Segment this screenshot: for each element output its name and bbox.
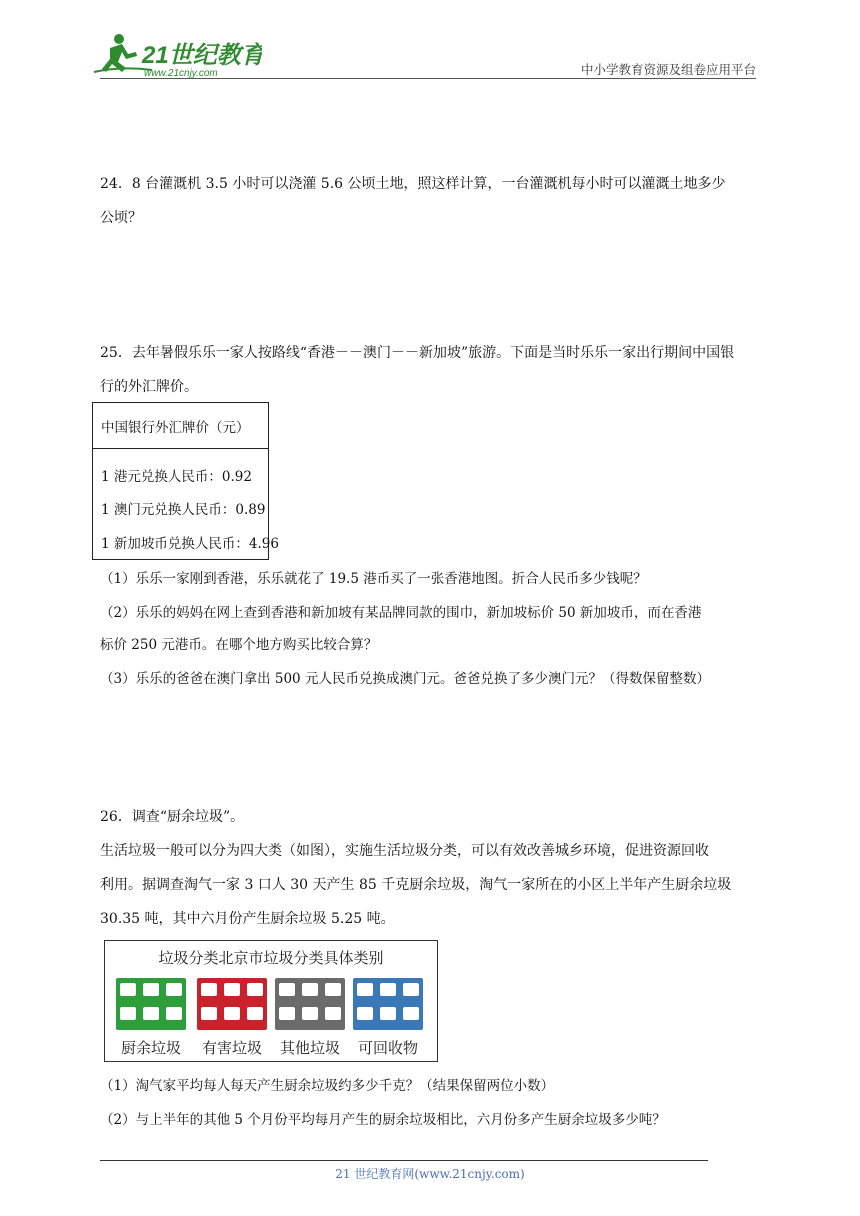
- recyclable-label: 可回收物: [357, 1039, 418, 1057]
- question-25-sub-2-line-1: （2）乐乐的妈妈在网上查到香港和新加坡有某品牌同款的围巾，新加坡标价 50 新加坡币，而在香港: [100, 605, 702, 621]
- question-24-line-1: 24．8 台灌溉机 3.5 小时可以浇灌 5.6 公顷土地，照这样计算，一台灌溉机每小时可以灌溉土地多少: [100, 176, 726, 192]
- recyclable-bin-icon: [353, 978, 423, 1030]
- question-26-sub-1: （1）淘气家平均每人每天产生厨余垃圾约多少千克？（结果保留两位小数）: [100, 1078, 555, 1094]
- header-divider: [100, 78, 756, 79]
- question-25-sub-2-line-2: 标价 250 元港币。在哪个地方购买比较合算？: [100, 637, 378, 653]
- exchange-rate-row-mop: 1 澳门元兑换人民币：0.89: [101, 502, 266, 518]
- question-25-sub-3: （3）乐乐的爸爸在澳门拿出 500 元人民币兑换成澳门元。爸爸兑换了多少澳门元？（得数保留整数）: [100, 671, 710, 687]
- exchange-rate-table: [92, 402, 279, 560]
- exchange-rate-row-hkd: 1 港元兑换人民币：0.92: [101, 469, 252, 485]
- garbage-classification-figure: [104, 940, 438, 1062]
- question-26-line-2: 生活垃圾一般可以分为四大类（如图），实施生活垃圾分类，可以有效改善城乡环境，促进资源回收: [100, 843, 709, 859]
- question-26-line-4: 30.35 吨，其中六月份产生厨余垃圾 5.25 吨。: [100, 911, 395, 927]
- question-25: [100, 336, 760, 404]
- garbage-figure-title: 垃圾分类北京市垃圾分类具体类别: [158, 949, 384, 967]
- logo-text: 21世纪教育: [142, 42, 262, 69]
- exchange-rate-table-title: 中国银行外汇牌价（元）: [93, 403, 268, 449]
- question-26: [100, 800, 770, 936]
- kitchen-waste-label: 厨余垃圾: [120, 1039, 181, 1057]
- hazardous-waste-bin-icon: [197, 978, 267, 1030]
- question-26-line-3: 利用。据调查淘气一家 3 口人 30 天产生 85 千克厨余垃圾，淘气一家所在的小区上半年产生厨余垃圾: [100, 877, 732, 893]
- question-25-sub-1: （1）乐乐一家刚到香港，乐乐就花了 19.5 港币买了一张香港地图。折合人民币多少钱呢？: [100, 571, 647, 587]
- header-platform-text: 中小学教育资源及组卷应用平台: [580, 62, 756, 77]
- footer-divider: [100, 1160, 708, 1161]
- question-24-line-2: 公顷？: [100, 210, 142, 226]
- site-logo: [92, 32, 262, 80]
- footer-text: 21 世纪教育网(www.21cnjy.com): [335, 1167, 525, 1181]
- question-25-line-2: 行的外汇牌价。: [100, 379, 198, 395]
- kitchen-waste-bin-icon: [116, 978, 186, 1030]
- question-26-sub-2: （2）与上半年的其他 5 个月份平均每月产生的厨余垃圾相比，六月份多产生厨余垃圾多少吨？: [100, 1112, 666, 1128]
- logo-url: www.21cnjy.com: [144, 68, 218, 79]
- hazardous-waste-label: 有害垃圾: [201, 1039, 262, 1057]
- question-24: [100, 167, 760, 235]
- exchange-rate-row-sgd: 1 新加坡币兑换人民币：4.96: [101, 536, 279, 552]
- other-waste-bin-icon: [275, 978, 345, 1030]
- question-25-sub-2: [100, 597, 770, 661]
- question-25-line-1: 25．去年暑假乐乐一家人按路线“香港－－澳门－－新加坡”旅游。下面是当时乐乐一家出行期间中国银: [100, 345, 735, 361]
- other-waste-label: 其他垃圾: [279, 1039, 340, 1057]
- question-26-line-1: 26．调查“厨余垃圾”。: [100, 809, 245, 825]
